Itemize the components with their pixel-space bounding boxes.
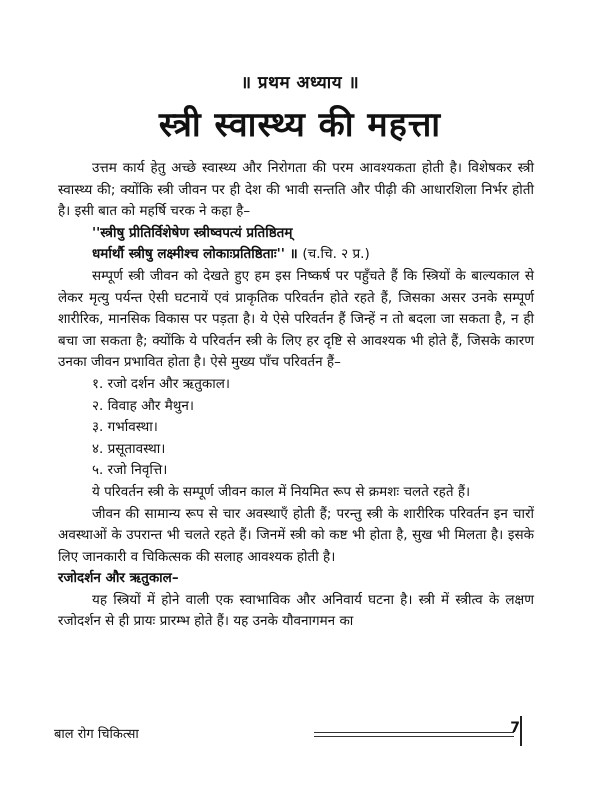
- list-item: २. विवाह और मैथुन।: [92, 397, 194, 414]
- page-footer: [54, 716, 534, 746]
- paragraph-stages: जीवन की सामान्य रूप से चार अवस्थाएँ होती हैं; परन्तु स्त्री के शारीरिक परिवर्तन इन चारों अवस्थाओं के उपरान्त भी चलते रहते हैं। जिनमें स्त्री को कष्ट भी होता है, सुख भी मिलता है। इसके लिए जानकारी व चिकित्सक की सलाह आवश्यक होती है।: [58, 505, 534, 565]
- list-item: ५. रजो निवृत्ति।: [92, 462, 168, 479]
- verse-line-1: ''स्त्रीषु प्रीतिर्विशेषेण स्त्रीष्वपत्यं प्रतिष्ठितम्: [92, 224, 293, 241]
- footer-divider: [520, 716, 522, 746]
- page-title: स्त्री स्वास्थ्य की महत्ता: [158, 105, 442, 145]
- chapter-heading: ॥ प्रथम अध्याय ॥: [240, 73, 360, 93]
- footer-book-title: बाल रोग चिकित्सा: [54, 727, 139, 742]
- verse-line-2: धर्मार्थौ स्त्रीषु लक्ष्मीश्च लोकाःप्रतिष्ठिताः'' ॥: [92, 246, 298, 263]
- footer-rule: [314, 732, 514, 733]
- list-item: ३. गर्भावस्था।: [92, 419, 158, 436]
- footer-rule: [314, 736, 514, 737]
- paragraph-regular: ये परिवर्तन स्त्री के सम्पूर्ण जीवन काल में नियमित रूप से क्रमशः चलते रहते हैं।: [92, 483, 471, 500]
- changes-list: [58, 374, 534, 482]
- paragraph-intro: उत्तम कार्य हेतु अच्छे स्वास्थ्य और निरोगता की परम आवश्यकता होती है। विशेषकर स्त्री स्वास्थ्य की; क्योंकि स्त्री जीवन पर ही देश की भावी सन्तति और पीढ़ी की आधारशिला निर्भर होती है। इसी बात को महर्षि चरक ने कहा है–: [58, 160, 534, 220]
- list-item: ४. प्रसूतावस्था।: [92, 440, 166, 457]
- verse-reference: (च.चि. २ प्र.): [302, 246, 370, 263]
- paragraph-changes: सम्पूर्ण स्त्री जीवन को देखते हुए हम इस निष्कर्ष पर पहुँचते हैं कि स्त्रियों के बाल्यकाल से लेकर मृत्यु पर्यन्त ऐसी घटनायें एवं प्राकृतिक परिवर्तन होते रहते हैं, जिसका असर उनके सम्पूर्ण शारीरिक, मानसिक विकास पर पड़ता है। ये ऐसे परिवर्तन हैं जिन्हें न तो बदला जा सकता है, न ही बचा जा सकता है; क्योंकि ये परिवर्तन स्त्री के लिए हर दृष्टि से आवश्यक भी होते हैं, जिसके कारण उनका जीवन प्रभावित होता है। ऐसे मुख्य पाँच परिवर्तन हैं–: [58, 267, 534, 371]
- verse-block: [92, 223, 534, 266]
- page-number: 7: [510, 720, 520, 736]
- paragraph-menarche: यह स्त्रियों में होने वाली एक स्वाभाविक और अनिवार्य घटना है। स्त्री में स्त्रीत्व के लक्षण रजोदर्शन से ही प्रायः प्रारम्भ होते हैं। यह उनके यौवनागमन का: [58, 591, 534, 630]
- section-heading: रजोदर्शन और ऋतुकाल–: [58, 570, 179, 587]
- list-item: १. रजो दर्शन और ऋतुकाल।: [92, 375, 231, 392]
- body-text: [58, 158, 534, 633]
